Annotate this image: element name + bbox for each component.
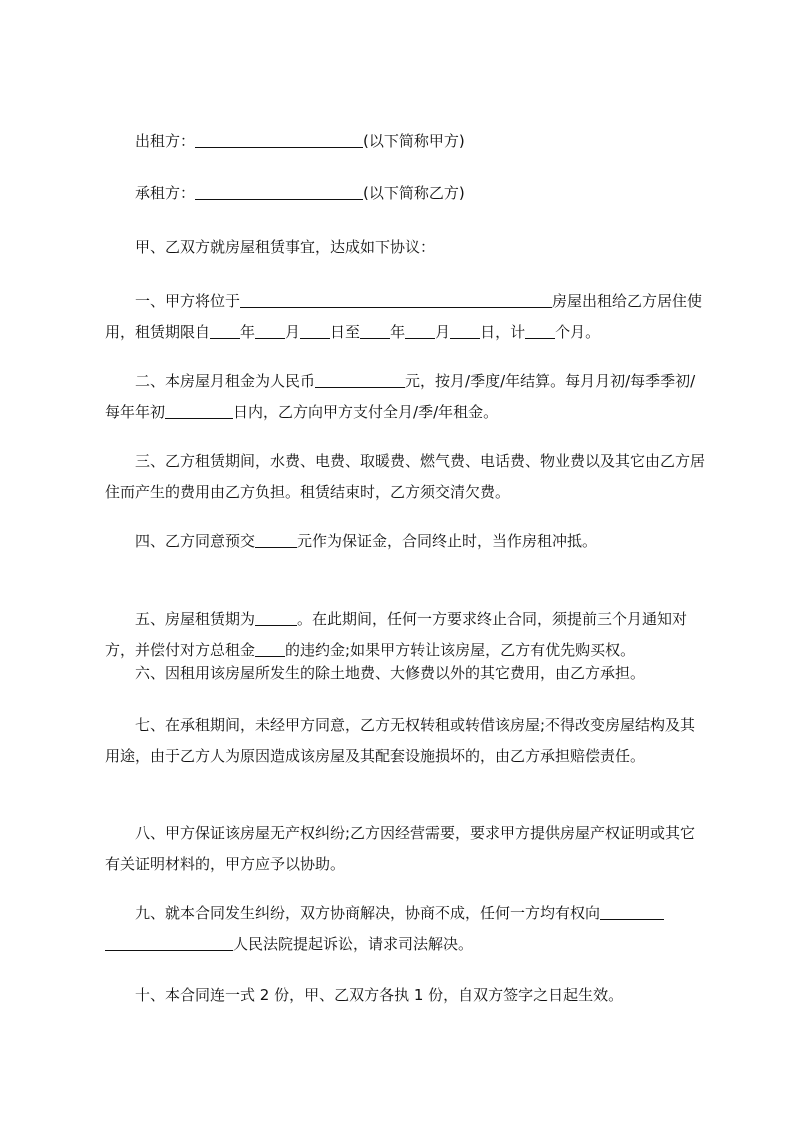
clause-1-text-g: 月 xyxy=(435,323,451,341)
clause-5-text-b: 。在此期间，任何一方要求终止合同，须提前三个月通知对方，并偿付对方总租金 xyxy=(105,610,688,659)
clause-2-text-b: 元，按月/季度/年结算。每月月初/每季季初/每年年初 xyxy=(105,372,696,421)
clause-1-text-h: 日，计 xyxy=(480,323,526,341)
start-month-blank xyxy=(255,322,285,339)
lessor-name-blank xyxy=(195,131,363,148)
lessor-line xyxy=(105,126,705,157)
clause-2-text-a: 二、本房屋月租金为人民币 xyxy=(135,372,316,390)
end-month-blank xyxy=(405,322,435,339)
clause-6: 六、因租用该房屋所发生的除土地费、大修费以外的其它费用，由乙方承担。 xyxy=(135,664,646,682)
property-location-blank xyxy=(240,291,552,308)
payment-days-blank xyxy=(165,402,233,419)
lessee-suffix: (以下简称乙方) xyxy=(363,184,465,202)
deposit-blank xyxy=(255,531,297,548)
clause-4-text-a: 四、乙方同意预交 xyxy=(135,532,256,550)
penalty-rate-blank xyxy=(255,640,285,657)
clause-10: 十、本合同连一式 2 份，甲、乙双方各执 1 份，自双方签字之日起生效。 xyxy=(135,986,624,1004)
court-blank-part-2 xyxy=(105,934,233,951)
clause-7: 七、在承租期间，未经甲方同意，乙方无权转租或转借该房屋;不得改变房屋结构及其用途，由于乙方人为原因造成该房屋及其配套设施损坏的，由乙方承担赔偿责任。 xyxy=(105,716,696,765)
clause-5-text-c: 的违约金;如果甲方转让该房屋，乙方有优先购买权。 xyxy=(285,641,636,659)
clause-1 xyxy=(105,286,705,348)
clause-9-text-b: 人民法院提起诉讼，请求司法解决。 xyxy=(233,935,474,953)
clause-4-text-b: 元作为保证金，合同终止时，当作房租冲抵。 xyxy=(297,532,598,550)
start-year-blank xyxy=(210,322,240,339)
clause-1-text-a: 一、甲方将位于 xyxy=(135,292,241,310)
clause-2 xyxy=(105,366,705,428)
clause-4 xyxy=(105,526,705,557)
start-day-blank xyxy=(300,322,330,339)
clause-9-text-a: 九、就本合同发生纠纷，双方协商解决，协商不成，任何一方均有权向 xyxy=(135,904,601,922)
monthly-rent-blank xyxy=(315,371,405,388)
clause-9 xyxy=(105,898,705,960)
clause-3: 三、乙方租赁期间，水费、电费、取暖费、燃气费、电话费、物业费以及其它由乙方居住而产生的费用由乙方负担。租赁结束时，乙方须交清欠费。 xyxy=(105,452,706,501)
end-year-blank xyxy=(360,322,390,339)
end-day-blank xyxy=(450,322,480,339)
clause-2-text-c: 日内，乙方向甲方支付全月/季/年租金。 xyxy=(233,403,499,421)
clause-5 xyxy=(105,604,705,666)
lessee-line xyxy=(105,178,705,209)
lessee-label: 承租方： xyxy=(135,184,196,202)
clause-1-text-d: 月 xyxy=(285,323,301,341)
clause-5-text-a: 五、房屋租赁期为 xyxy=(135,610,256,628)
clause-1-text-f: 年 xyxy=(390,323,406,341)
lessor-label: 出租方： xyxy=(135,132,196,150)
lessee-name-blank xyxy=(195,183,363,200)
court-blank-part-1 xyxy=(600,903,664,920)
total-months-blank xyxy=(525,322,555,339)
clause-1-text-c: 年 xyxy=(240,323,256,341)
lessor-suffix: (以下简称甲方) xyxy=(363,132,465,150)
intro-paragraph: 甲、乙双方就房屋租赁事宜，达成如下协议： xyxy=(135,238,436,256)
clause-8: 八、甲方保证该房屋无产权纠纷;乙方因经营需要，要求甲方提供房屋产权证明或其它有关证明材料的，甲方应予以协助。 xyxy=(105,824,696,873)
clause-1-text-i: 个月。 xyxy=(555,323,601,341)
clause-1-text-e: 日至 xyxy=(330,323,361,341)
clause-1-text-b: 房屋出租给乙方居住使用，租赁期限自 xyxy=(105,292,703,341)
lease-term-blank xyxy=(255,609,297,626)
